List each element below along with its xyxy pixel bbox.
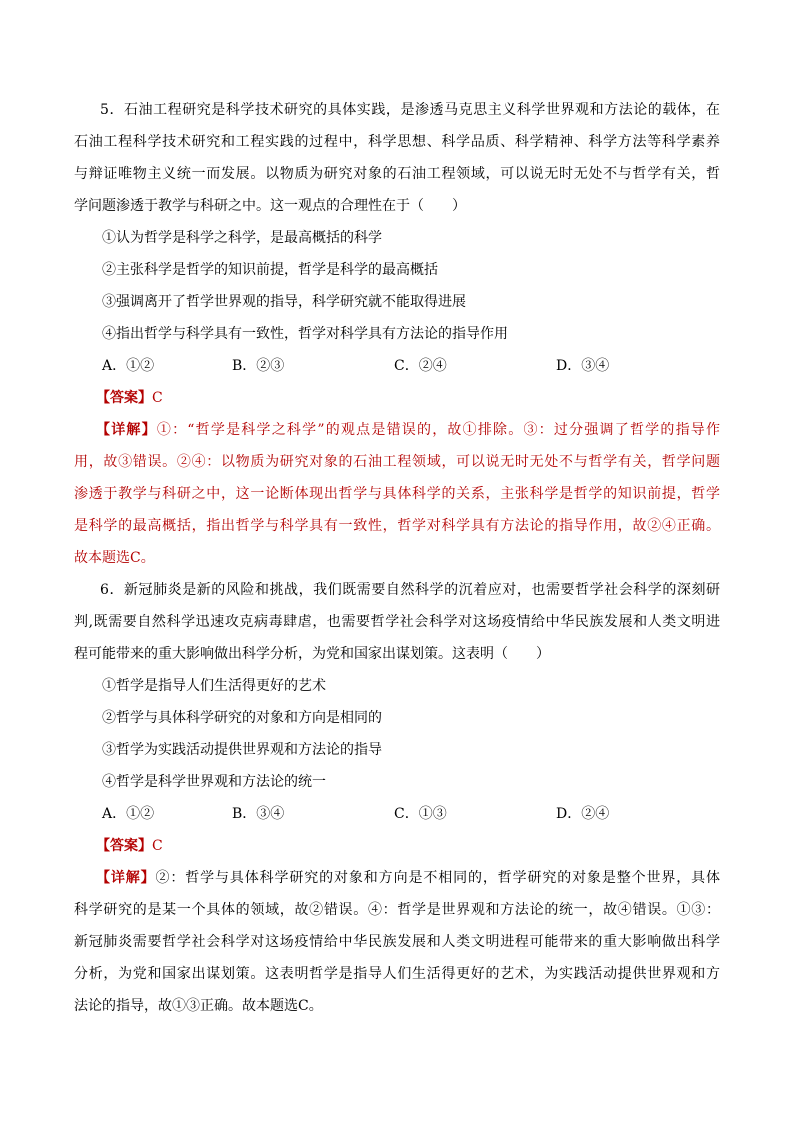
answer-label: 【答案】 xyxy=(96,390,152,406)
q6-answer xyxy=(96,836,163,856)
q5-detail-line: 用，故③错误。②④：以物质为研究对象的石油工程领域，可以说无时无处不与哲学有关，哲学问题 xyxy=(74,454,720,470)
q5-detail-line: 是科学的最高概括，指出哲学与科学具有一致性，哲学对科学具有方法论的指导作用，故②④正确。 xyxy=(74,518,720,534)
detail-text: ②：哲学与具体科学研究的对象和方向是不相同的，哲学研究的对象是整个世界，具体 xyxy=(155,870,721,886)
q5-statement: ③强调离开了哲学世界观的指导，科学研究就不能取得进展 xyxy=(102,294,466,310)
q5-stem-line: 石油工程科学技术研究和工程实践的过程中，科学思想、科学品质、科学精神、科学方法等科学素养 xyxy=(74,134,720,150)
q6-stem-line: 程可能带来的重大影响做出科学分析，为党和国家出谋划策。这表明（ ） xyxy=(74,646,550,662)
detail-label: 【详解】 xyxy=(96,422,157,438)
q6-option-b: B．③④ xyxy=(232,806,285,822)
q5-statement: ④指出哲学与科学具有一致性，哲学对科学具有方法论的指导作用 xyxy=(102,326,508,342)
q6-statement: ②哲学与具体科学研究的对象和方向是相同的 xyxy=(102,710,382,726)
q5-stem-line: 与辩证唯物主义统一而发展。以物质为研究对象的石油工程领域，可以说无时无处不与哲学有关，哲 xyxy=(74,166,720,182)
q5-stem-line: 5．石油工程研究是科学技术研究的具体实践，是渗透马克思主义科学世界观和方法论的载体，在 xyxy=(100,102,720,118)
q5-option-c: C．②④ xyxy=(394,358,447,374)
answer-value: C xyxy=(152,838,163,854)
q5-option-d: D．③④ xyxy=(556,358,610,374)
detail-label: 【详解】 xyxy=(96,870,156,886)
answer-value: C xyxy=(152,390,163,406)
answer-label: 【答案】 xyxy=(96,838,152,854)
q5-option-a: A．①② xyxy=(102,358,155,374)
q5-option-b: B．②③ xyxy=(232,358,285,374)
q5-statement: ①认为哲学是科学之科学，是最高概括的科学 xyxy=(102,230,382,246)
q5-detail-line: 渗透于教学与科研之中，这一论断体现出哲学与具体科学的关系，主张科学是哲学的知识前提，哲学 xyxy=(74,486,720,502)
q6-detail-line: 法论的指导，故①③正确。故本题选C。 xyxy=(74,998,323,1014)
q6-detail-line: 分析，为党和国家出谋划策。这表明哲学是指导人们生活得更好的艺术，为实践活动提供世界观和方 xyxy=(74,966,720,982)
q6-option-c: C．①③ xyxy=(394,806,447,822)
q6-detail-line: 新冠肺炎需要哲学社会科学对这场疫情给中华民族发展和人类文明进程可能带来的重大影响做出科学 xyxy=(74,934,720,950)
q5-statement: ②主张科学是哲学的知识前提，哲学是科学的最高概括 xyxy=(102,262,438,278)
q6-stem-line: 判,既需要自然科学迅速攻克病毒肆虐，也需要哲学社会科学对这场疫情给中华民族发展和人类文明进 xyxy=(74,614,720,630)
q5-detail-line: 故本题选C。 xyxy=(74,550,155,566)
q6-statement: ③哲学为实践活动提供世界观和方法论的指导 xyxy=(102,742,382,758)
q5-stem-line: 学问题渗透于教学与科研之中。这一观点的合理性在于（ ） xyxy=(74,198,466,214)
q6-stem-line: 6．新冠肺炎是新的风险和挑战，我们既需要自然科学的沉着应对，也需要哲学社会科学的深刻研 xyxy=(100,582,720,598)
q5-detail-line xyxy=(96,420,720,440)
q6-statement: ①哲学是指导人们生活得更好的艺术 xyxy=(102,678,326,694)
q5-answer xyxy=(96,388,163,408)
q6-detail-line xyxy=(96,868,720,888)
q6-option-d: D．②④ xyxy=(556,806,610,822)
q6-statement: ④哲学是科学世界观和方法论的统一 xyxy=(102,774,326,790)
q6-detail-line: 科学研究的是某一个具体的领域，故②错误。④：哲学是世界观和方法论的统一，故④错误。①③： xyxy=(74,902,720,918)
q6-option-a: A．①② xyxy=(102,806,155,822)
detail-text: ①：“哲学是科学之科学”的观点是错误的，故①排除。③：过分强调了哲学的指导作 xyxy=(156,422,721,438)
